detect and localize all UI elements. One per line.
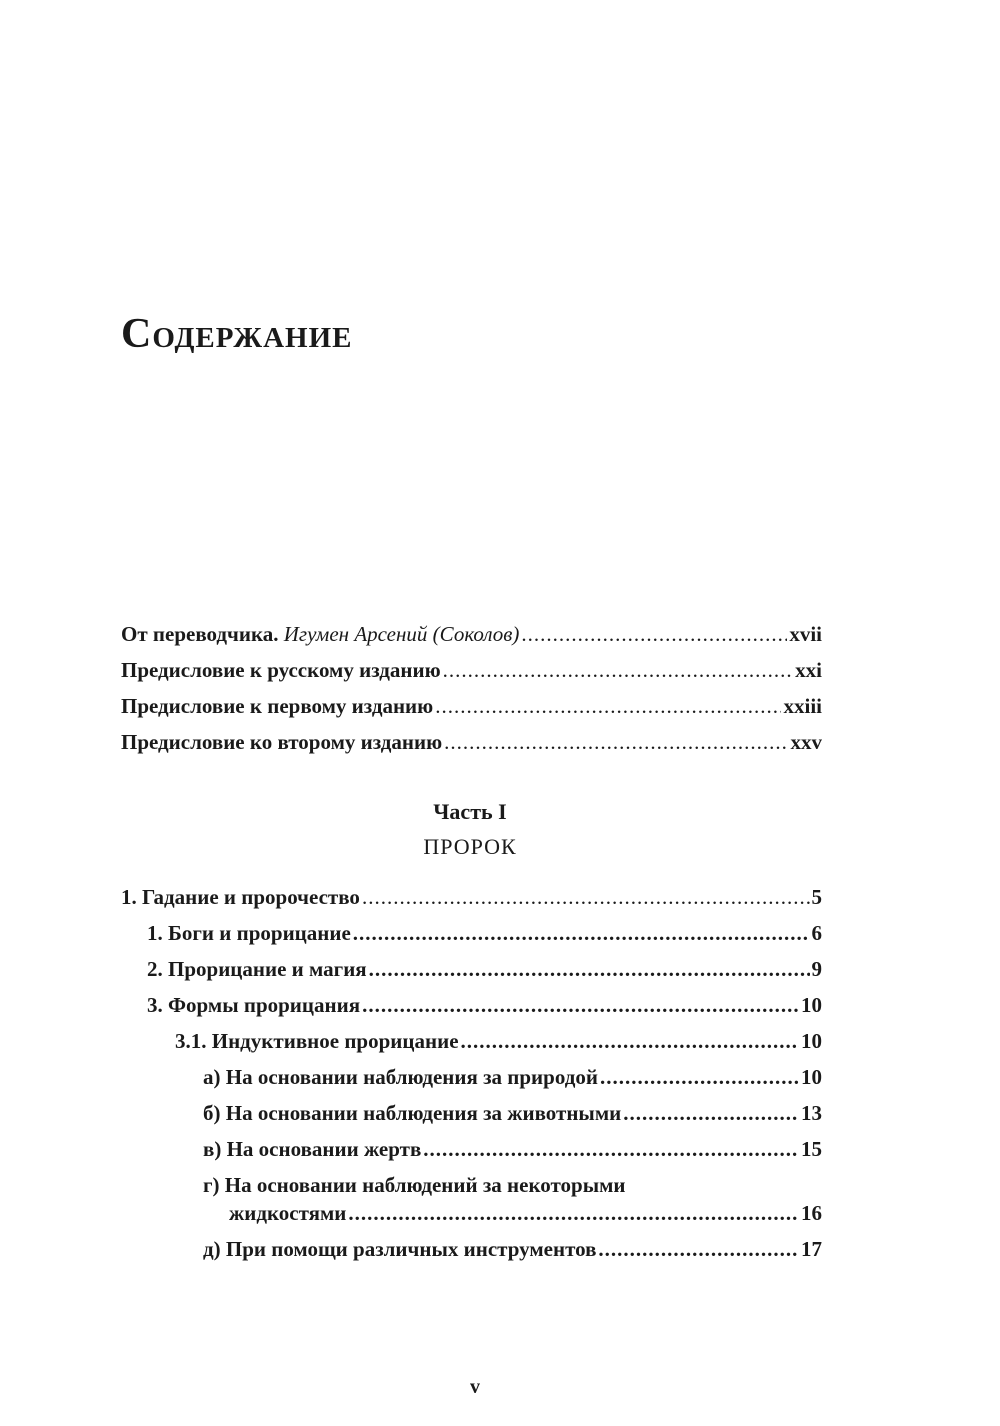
toc-entry-preface-first[interactable] <box>121 691 822 721</box>
toc-entry-page: 13 <box>801 1101 822 1125</box>
toc-entry-preface-second[interactable] <box>121 727 822 757</box>
part-name: ПРОРОК <box>423 834 517 859</box>
leader-dots <box>362 882 810 912</box>
leader-dots <box>461 1026 799 1056</box>
toc-entry-label: а) На основании наблюдения за природой <box>203 1065 598 1089</box>
toc-entry-section-2[interactable] <box>147 954 822 984</box>
toc-entry-item-v[interactable] <box>203 1134 822 1164</box>
toc-entry-page: 10 <box>801 993 822 1017</box>
toc-entry-author: Игумен Арсений (Соколов) <box>283 622 520 646</box>
toc-entry-page: 17 <box>801 1237 822 1261</box>
toc-entry-label: Предисловие ко второму изданию <box>121 730 443 754</box>
leader-dots <box>362 990 799 1020</box>
toc-entry-section-3[interactable] <box>147 990 822 1020</box>
toc-entry-item-d[interactable] <box>203 1234 822 1264</box>
leader-dots <box>600 1062 799 1092</box>
toc-entry-label: б) На основании наблюдения за животными <box>203 1101 622 1125</box>
leader-dots <box>598 1234 799 1264</box>
toc-entry-label: Предисловие к первому изданию <box>121 694 434 718</box>
toc-entry-label: 3.1. Индуктивное прорицание <box>175 1029 459 1053</box>
leader-dots <box>348 1198 799 1228</box>
leader-dots <box>521 619 787 649</box>
toc-entry-item-g-line2[interactable] <box>229 1198 822 1228</box>
leader-dots <box>435 691 781 721</box>
leader-dots <box>444 727 788 757</box>
part-number: Часть I <box>433 799 507 824</box>
toc-entry-page: 10 <box>801 1029 822 1053</box>
page-title: Содержание <box>121 311 353 357</box>
toc-entry-page: 10 <box>801 1065 822 1089</box>
toc-entry-chapter-1[interactable] <box>121 882 822 912</box>
toc-entry-item-a[interactable] <box>203 1062 822 1092</box>
toc-entry-page: 15 <box>801 1137 822 1161</box>
toc-entry-label: 3. Формы прорицания <box>147 993 361 1017</box>
leader-dots <box>369 954 810 984</box>
toc-entry-page: xxi <box>795 658 822 682</box>
toc-entry-label: в) На основании жертв <box>203 1137 422 1161</box>
leader-dots <box>623 1098 799 1128</box>
toc-entry-translator[interactable] <box>121 619 822 649</box>
toc-entry-label: 2. Прорицание и магия <box>147 957 367 981</box>
toc-entry-item-b[interactable] <box>203 1098 822 1128</box>
leader-dots <box>443 655 794 685</box>
toc-entry-page: xxv <box>790 730 822 754</box>
page-number: v <box>470 1376 480 1398</box>
toc-entry-label: жидкостями <box>229 1201 347 1225</box>
toc-entry-section-1[interactable] <box>147 918 822 948</box>
toc-entry-section-3-1[interactable] <box>175 1026 822 1056</box>
toc-entry-label: д) При помощи различных инструментов <box>203 1237 597 1261</box>
toc-entry-page: 16 <box>801 1201 822 1225</box>
toc-entry-label: От переводчика. <box>121 622 279 646</box>
leader-dots <box>353 918 810 948</box>
toc-entry-preface-russian[interactable] <box>121 655 822 685</box>
toc-entry-page: 9 <box>811 957 822 981</box>
leader-dots <box>423 1134 799 1164</box>
toc-entry-page: 5 <box>811 885 822 909</box>
toc-entry-label: 1. Гадание и пророчество <box>121 885 360 909</box>
toc-entry-item-g-line1[interactable]: г) На основании наблюдений за некоторыми <box>203 1173 626 1197</box>
toc-entry-label: 1. Боги и прорицание <box>147 921 351 945</box>
toc-entry-page: xxiii <box>783 694 822 718</box>
toc-entry-page: 6 <box>811 921 822 945</box>
toc-entry-label: Предисловие к русскому изданию <box>121 658 441 682</box>
toc-entry-page: xvii <box>789 622 822 646</box>
